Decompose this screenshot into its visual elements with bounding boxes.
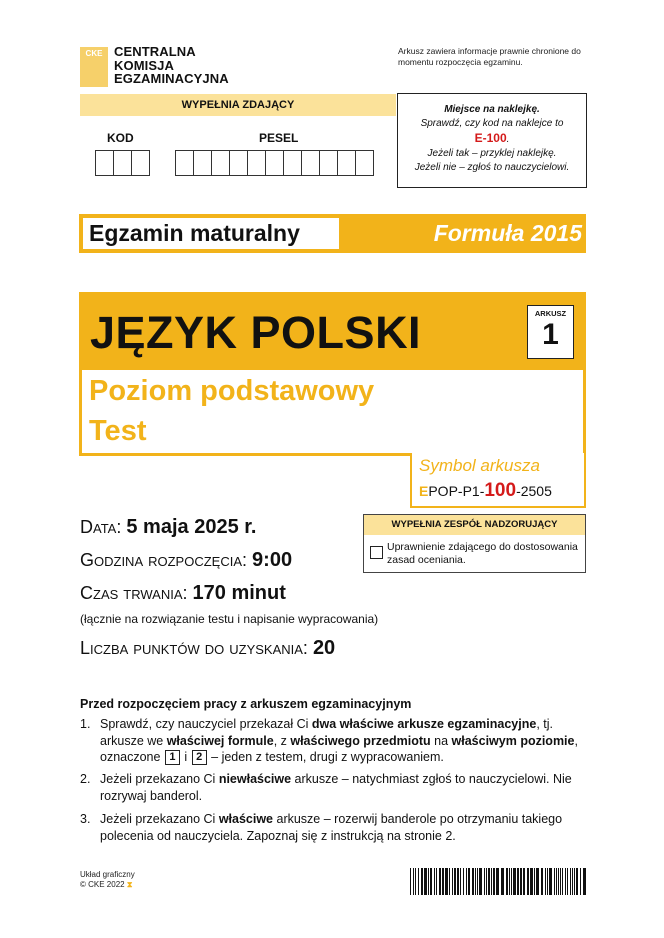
instruction-item-3 (80, 811, 590, 844)
logo-line-2: KOMISJA (114, 57, 174, 73)
legal-notice: Arkusz zawiera informacje prawnie chronione do momentu rozpoczęcia egzaminu. (398, 46, 581, 67)
symbol-middle: 100 (484, 480, 517, 501)
date-label: Data: (80, 517, 122, 537)
barcode-bar (460, 868, 461, 895)
date-value: 5 maja 2025 r. (126, 516, 257, 538)
instructions-title: Przed rozpoczęciem pracy z arkuszem egzaminacyjnym (80, 697, 412, 711)
instr-text: na (430, 733, 452, 748)
pesel-digit-box[interactable] (283, 150, 302, 176)
instruction-number: 2. (80, 772, 91, 786)
exam-date (80, 515, 256, 539)
barcode-bar (439, 868, 441, 895)
examinee-section-header: WYPEŁNIA ZDAJĄCY (80, 94, 396, 116)
barcode-bar (457, 868, 459, 895)
instruction-item-2 (80, 771, 590, 804)
barcode-bar (415, 868, 416, 895)
symbol-label: Symbol arkusza (419, 456, 540, 475)
barcode-bar (554, 868, 555, 895)
barcode-bar (428, 868, 429, 895)
barcode-bar (491, 868, 492, 895)
instr-bold: właściwym poziomie (451, 733, 575, 748)
barcode-bar (449, 868, 450, 895)
instr-text: – jeden z testem, drugi z wypracowaniem. (207, 750, 444, 764)
instr-text: arkusze – rozerwij banderole po otrzymaniu takiego polecenia od nauczyciela. Zapoznaj się z instrukcją na stronie 2. (100, 812, 563, 843)
barcode-bar (410, 868, 411, 895)
kod-digit-box[interactable] (95, 150, 114, 176)
start-label: Godzina rozpoczęcia: (80, 550, 248, 570)
kod-label: KOD (107, 131, 134, 145)
footer (80, 870, 135, 890)
barcode-bar (549, 868, 552, 895)
barcode-bar (513, 868, 516, 895)
exam-formula: Formuła 2015 (433, 220, 582, 246)
barcode-bar (436, 868, 437, 895)
barcode-bar (536, 868, 539, 895)
kod-input-boxes[interactable] (95, 150, 149, 176)
duration-value: 170 minut (192, 582, 286, 604)
sticker-code: E-100 (474, 131, 507, 145)
instr-text: Sprawdź, czy nauczyciel przekazał Ci (100, 717, 312, 731)
barcode-bar (509, 868, 510, 895)
start-value: 9:00 (252, 549, 293, 571)
barcode-bar (488, 868, 490, 895)
barcode-bar (430, 868, 432, 895)
barcode-bar (545, 868, 546, 895)
instr-text: , z (273, 733, 291, 748)
barcode-bar (520, 868, 522, 895)
pesel-digit-box[interactable] (337, 150, 356, 176)
exam-duration (80, 581, 286, 605)
pesel-digit-box[interactable] (265, 150, 284, 176)
barcode-bar (468, 868, 470, 895)
barcode-bar (434, 868, 435, 895)
sticker-line-3: Jeżeli nie – zgłoś to nauczycielowi. (414, 162, 570, 173)
barcode-bar (567, 868, 568, 895)
barcode-bar (484, 868, 485, 895)
adjustment-checkbox[interactable] (370, 546, 383, 559)
instr-text: Jeżeli przekazano Ci (100, 772, 219, 786)
exam-start (80, 548, 292, 572)
barcode-bar (580, 868, 581, 895)
instr-text: , oznaczone (100, 733, 578, 764)
arkusz-2-marker: 2 (192, 750, 207, 765)
symbol-prefix-rest: POP-P1- (428, 483, 485, 499)
barcode-bar (560, 868, 561, 895)
barcode-bar (486, 868, 487, 895)
arkusz-label: ARKUSZ (534, 309, 567, 318)
instruction-item-1 (80, 716, 590, 766)
arkusz-badge (527, 305, 574, 359)
logo-line-1: CENTRALNA (114, 44, 196, 59)
barcode-bar (517, 868, 519, 895)
sticker-area (397, 93, 587, 188)
instr-bold: dwa właściwe arkusze egzaminacyjne (311, 717, 537, 731)
symbol-code (419, 480, 552, 502)
kod-digit-box[interactable] (131, 150, 150, 176)
logo-line-3: EGZAMINACYJNA (114, 71, 229, 86)
instr-bold: właściwego przedmiotu (290, 733, 431, 748)
instruction-number: 3. (80, 812, 91, 826)
instr-text: arkusze – natychmiast zgłoś to nauczycielowi. Nie rozrywaj banderol. (100, 772, 572, 803)
barcode-bar (570, 868, 571, 895)
adjustment-checkbox-label: Uprawnienie zdającego do dostosowania zasad oceniania. (387, 541, 578, 566)
exam-points (80, 636, 335, 660)
barcode-bar (523, 868, 525, 895)
barcode-bar (418, 868, 419, 895)
barcode-bar (421, 868, 423, 895)
instr-bold: właściwej formule (166, 733, 274, 748)
level-title: Poziom podstawowy (89, 375, 375, 407)
pesel-label: PESEL (259, 131, 299, 145)
cke-logo-letters: CKE (85, 49, 103, 58)
barcode-bar (424, 868, 427, 895)
barcode-bar (463, 868, 464, 895)
arkusz-number: 1 (542, 318, 559, 351)
barcode-bar (466, 868, 467, 895)
barcode-bar (445, 868, 448, 895)
instr-bold: właściwe (218, 812, 274, 826)
duration-note: (łącznie na rozwiązanie testu i napisanie wypracowania) (80, 612, 379, 626)
pesel-digit-box[interactable] (319, 150, 338, 176)
barcode-bar (576, 868, 578, 895)
sticker-line-2: Jeżeli tak – przyklej naklejkę. (427, 148, 557, 159)
barcode-bar (562, 868, 563, 895)
barcode-bar (511, 868, 512, 895)
barcode-bar (527, 868, 529, 895)
sticker-title: Miejsce na naklejkę. (444, 104, 540, 115)
barcode (410, 868, 588, 895)
footer-line-2: © CKE 2022 (80, 880, 125, 889)
barcode-bar (454, 868, 456, 895)
pesel-digit-box[interactable] (229, 150, 248, 176)
kod-digit-box[interactable] (113, 150, 132, 176)
sticker-code-suffix: . (506, 134, 510, 145)
symbol-prefix-e: E (419, 483, 429, 499)
exam-type: Egzamin maturalny (83, 218, 339, 249)
subject-title: JĘZYK POLSKI (90, 307, 422, 358)
instr-bold: niewłaściwe (218, 772, 292, 786)
instr-text: , tj. arkusze we (100, 717, 553, 748)
barcode-bar (501, 868, 504, 895)
barcode-bar (530, 868, 533, 895)
cke-logo-text (114, 45, 229, 86)
barcode-bar (442, 868, 444, 895)
instruction-number: 1. (80, 717, 91, 731)
pesel-digit-box[interactable] (175, 150, 194, 176)
barcode-bar (506, 868, 508, 895)
arkusz-1-marker: 1 (165, 750, 180, 765)
barcode-bar (475, 868, 476, 895)
barcode-bar (556, 868, 557, 895)
pesel-digit-box[interactable] (211, 150, 230, 176)
instr-text: i (180, 750, 191, 764)
barcode-bar (534, 868, 535, 895)
barcode-bar (452, 868, 453, 895)
barcode-bar (493, 868, 495, 895)
barcode-bar (479, 868, 482, 895)
pesel-digit-box[interactable] (193, 150, 212, 176)
level-part: Test (89, 415, 147, 447)
barcode-bar (472, 868, 474, 895)
supervisor-header: WYPEŁNIA ZESPÓŁ NADZORUJĄCY (364, 515, 585, 535)
barcode-bar (572, 868, 573, 895)
sticker-line-1: Sprawdź, czy kod na naklejce to (420, 118, 564, 129)
barcode-bar (565, 868, 566, 895)
instr-text: Jeżeli przekazano Ci (100, 812, 219, 826)
hourglass-icon: ⧗ (126, 880, 133, 889)
points-label: Liczba punktów do uzyskania: (80, 638, 308, 658)
points-value: 20 (312, 637, 336, 659)
barcode-bar (496, 868, 499, 895)
pesel-digit-box[interactable] (247, 150, 266, 176)
barcode-bar (477, 868, 478, 895)
barcode-bar (547, 868, 548, 895)
footer-line-1: Układ graficzny (80, 870, 135, 879)
pesel-digit-box[interactable] (355, 150, 374, 176)
symbol-suffix: -2505 (516, 483, 552, 499)
barcode-bar (413, 868, 414, 895)
pesel-input-boxes[interactable] (175, 150, 373, 176)
duration-label: Czas trwania: (80, 583, 188, 603)
barcode-bar (541, 868, 543, 895)
pesel-digit-box[interactable] (301, 150, 320, 176)
barcode-bar (574, 868, 575, 895)
barcode-bar (583, 868, 586, 895)
barcode-bar (558, 868, 559, 895)
